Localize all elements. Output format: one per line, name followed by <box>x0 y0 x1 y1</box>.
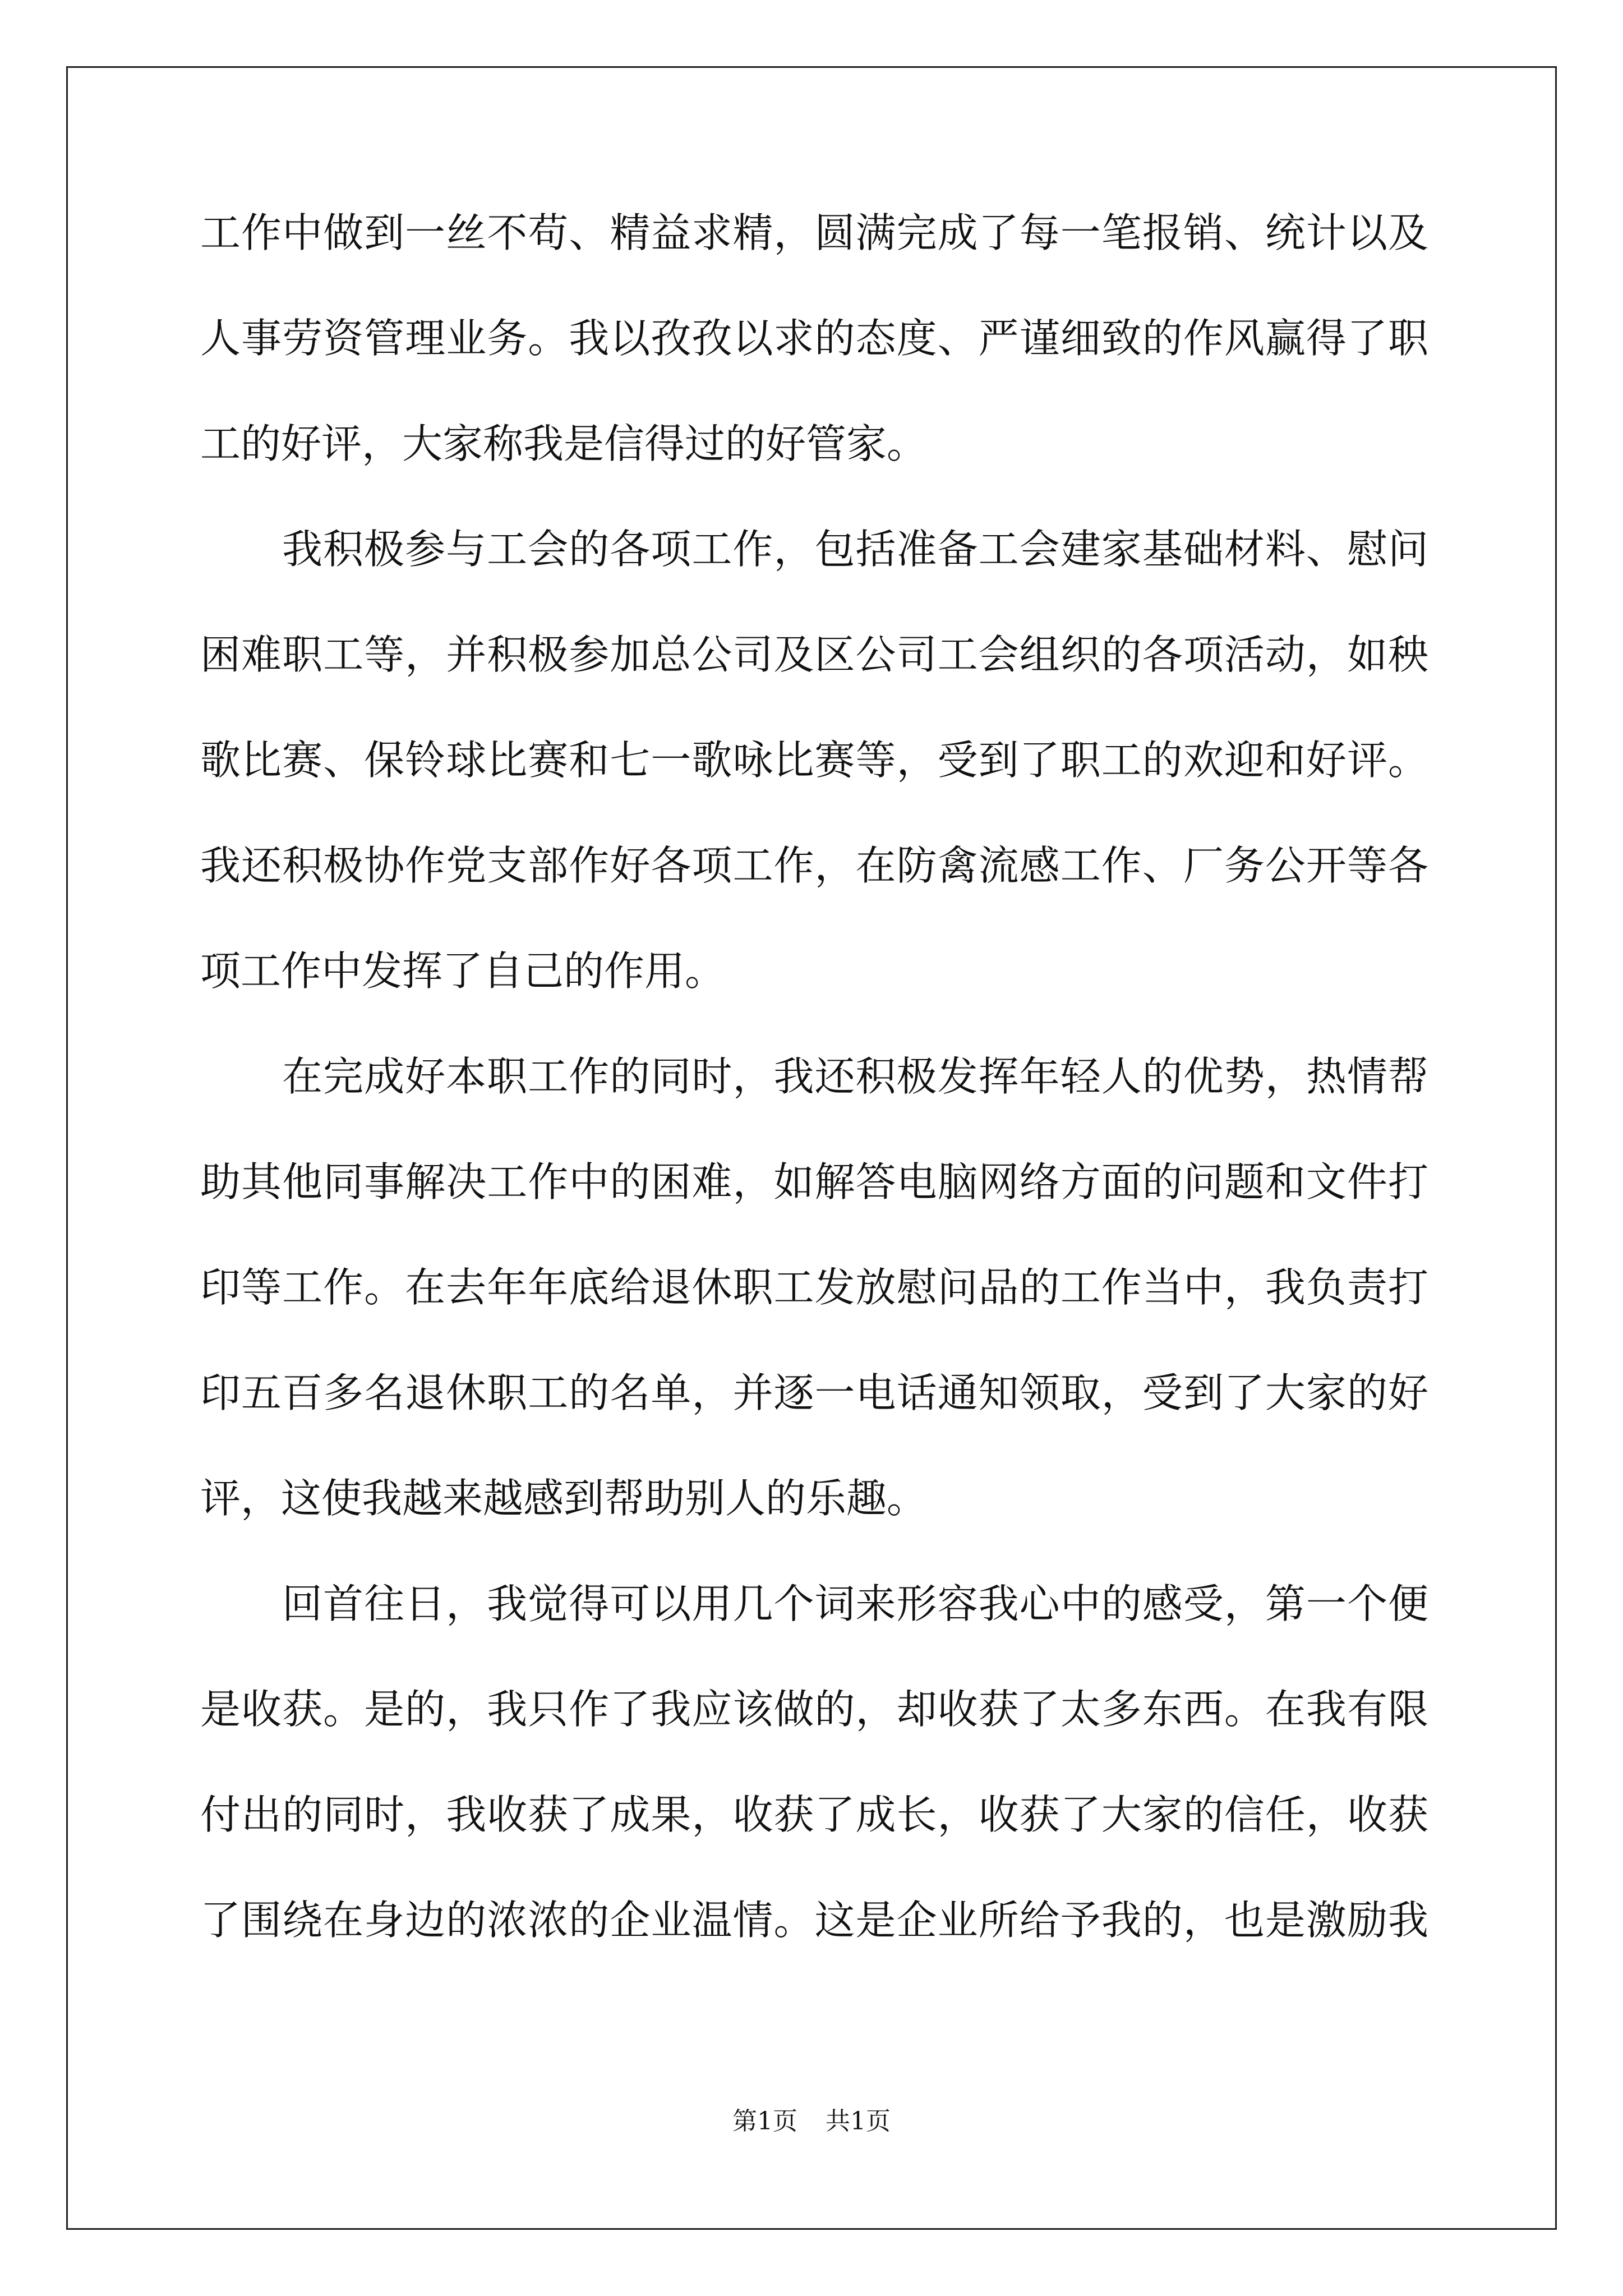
body-line-15: 是收获。是的，我只作了我应该做的，却收获了太多东西。在我有限 <box>200 1686 1428 1733</box>
body-line-11: 印等工作。在去年年底给退休职工发放慰问品的工作当中，我负责打 <box>200 1264 1428 1311</box>
body-line-7: 我还积极协作党支部作好各项工作，在防禽流感工作、厂务公开等各 <box>200 842 1428 889</box>
document-body <box>200 208 1428 2000</box>
body-line-12: 印五百多名退休职工的名单，并逐一电话通知领取，受到了大家的好 <box>200 1369 1428 1416</box>
page-footer <box>0 2105 1623 2138</box>
body-line-16: 付出的同时，我收获了成果，收获了成长，收获了大家的信任，收获 <box>200 1791 1428 1838</box>
body-line-5: 困难职工等，并积极参加总公司及区公司工会组织的各项活动，如秧 <box>200 631 1428 678</box>
body-line-8: 项工作中发挥了自己的作用。 <box>200 947 726 995</box>
body-line-2: 人事劳资管理业务。我以孜孜以求的态度、严谨细致的作风赢得了职 <box>200 315 1428 362</box>
body-line-9: 在完成好本职工作的同时，我还积极发挥年轻人的优势，热情帮 <box>282 1053 1428 1100</box>
body-line-13: 评，这使我越来越感到帮助别人的乐趣。 <box>200 1475 928 1522</box>
body-line-14: 回首往日，我觉得可以用几个词来形容我心中的感受，第一个便 <box>282 1580 1428 1627</box>
page-number-total: 共1页 <box>826 2107 891 2136</box>
body-line-6: 歌比赛、保铃球比赛和七一歌咏比赛等，受到了职工的欢迎和好评。 <box>200 737 1428 784</box>
page-number-current: 第1页 <box>732 2107 797 2136</box>
body-line-17: 了围绕在身边的浓浓的企业温情。这是企业所给予我的，也是激励我 <box>200 1897 1428 1944</box>
body-line-4: 我积极参与工会的各项工作，包括准备工会建家基础材料、慰问 <box>282 526 1428 573</box>
body-line-10: 助其他同事解决工作中的困难，如解答电脑网络方面的问题和文件打 <box>200 1158 1428 1205</box>
body-line-1: 工作中做到一丝不苟、精益求精，圆满完成了每一笔报销、统计以及 <box>200 209 1428 256</box>
body-line-3: 工的好评，大家称我是信得过的好管家。 <box>200 420 928 467</box>
